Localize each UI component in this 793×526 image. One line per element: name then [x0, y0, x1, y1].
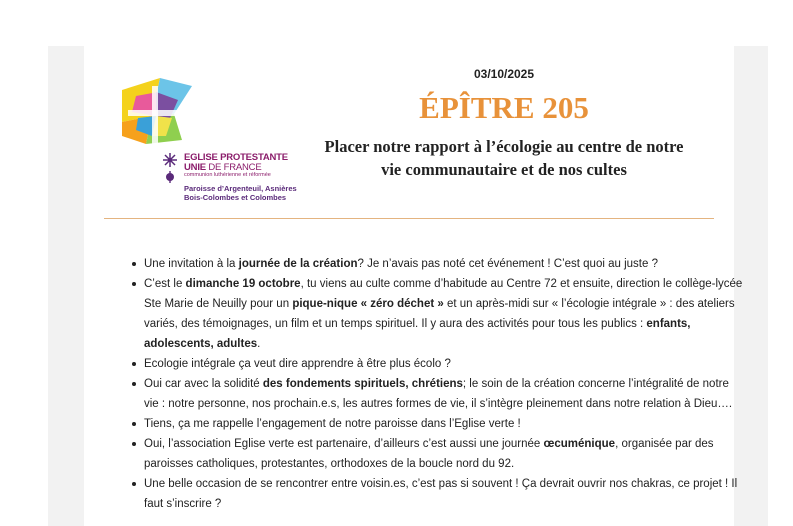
logo-line-1: EGLISE PROTESTANTE — [184, 152, 288, 163]
text: Une invitation à la — [144, 258, 239, 270]
logo-line-3: communion luthérienne et réformée — [184, 172, 271, 178]
list-item — [144, 254, 744, 274]
logo-text — [184, 153, 297, 202]
cross-mosaic-icon — [122, 78, 192, 158]
list-item — [144, 434, 744, 474]
text: ; le soin de la création concerne l’intégralité de notre vie : notre personne, nos prochain.e.s, les autres formes de vie, il s’intègre pleinement dans notre relation à Dieu…. — [144, 378, 733, 410]
text: , tu viens au culte comme d’habitude au Centre 72 et ensuite, direction le collège-lycée Ste Marie de Neuilly pour un — [144, 278, 743, 310]
logo-line-2 — [184, 163, 297, 173]
text: ? Je n’avais pas noté cet événement ! C’est quoi au juste ? — [357, 258, 658, 270]
logo-line-5: Bois-Colombes et Colombes — [184, 193, 287, 202]
page-subtitle: Placer notre rapport à l’écologie au centre de notre vie communautaire et de nos cultes — [324, 137, 684, 179]
text: . — [257, 338, 261, 350]
bold-text: des fondements spirituels, chrétiens — [262, 378, 463, 390]
text: Ecologie intégrale ça veut dire apprendre à être plus écolo ? — [144, 358, 451, 370]
logo-line-4: Paroisse d’Argenteuil, Asnières — [184, 183, 297, 193]
newsletter-sheet — [84, 46, 743, 526]
list-item — [144, 354, 744, 374]
list-item — [144, 274, 744, 354]
list-item — [144, 474, 744, 514]
church-logo — [122, 78, 297, 202]
bold-text: œcuménique — [543, 438, 616, 450]
bold-text: enfants, adolescents, adultes — [144, 318, 691, 350]
text: , organisée par des paroisses catholiques, protestantes, orthodoxes de la boucle nord du 92. — [144, 438, 714, 470]
issue-date: 03/10/2025 — [473, 67, 535, 81]
bold-text: journée de la création — [238, 258, 358, 270]
page-title: ÉPÎTRE 205 — [419, 90, 589, 125]
text: Oui, l’association Eglise verte est partenaire, d’ailleurs c’est aussi une journée — [144, 438, 544, 450]
list-item — [144, 374, 744, 414]
text: Une belle occasion de se rencontrer entre voisin.es, c’est pas si souvent ! Ça devrait ouvrir nos chakras, ce projet ! Il faut s’inscrire ? — [144, 478, 738, 510]
page-margin-left — [48, 46, 84, 526]
bold-text: pique-nique « zéro déchet » — [292, 298, 444, 310]
text: Tiens, ça me rappelle l’engagement de notre paroisse dans l’Eglise verte ! — [144, 418, 521, 430]
list-item — [144, 414, 744, 434]
bold-text: dimanche 19 octobre — [185, 278, 301, 290]
luther-rose-icon — [165, 171, 175, 183]
header-divider — [104, 218, 714, 219]
text: C’est le — [144, 278, 186, 290]
logo-line-2-bold: UNIE — [184, 161, 206, 173]
text: et un après-midi sur « l’écologie intégrale » : des ateliers variés, des témoignages, un film et un temps spirituel. Il y aura des activités pour tous les publics : — [144, 298, 735, 330]
text: Oui car avec la solidité — [144, 378, 263, 390]
logo-line-2-light: DE FRANCE — [208, 161, 262, 173]
dialogue-list — [112, 254, 744, 514]
huguenot-cross-icon — [162, 152, 178, 168]
